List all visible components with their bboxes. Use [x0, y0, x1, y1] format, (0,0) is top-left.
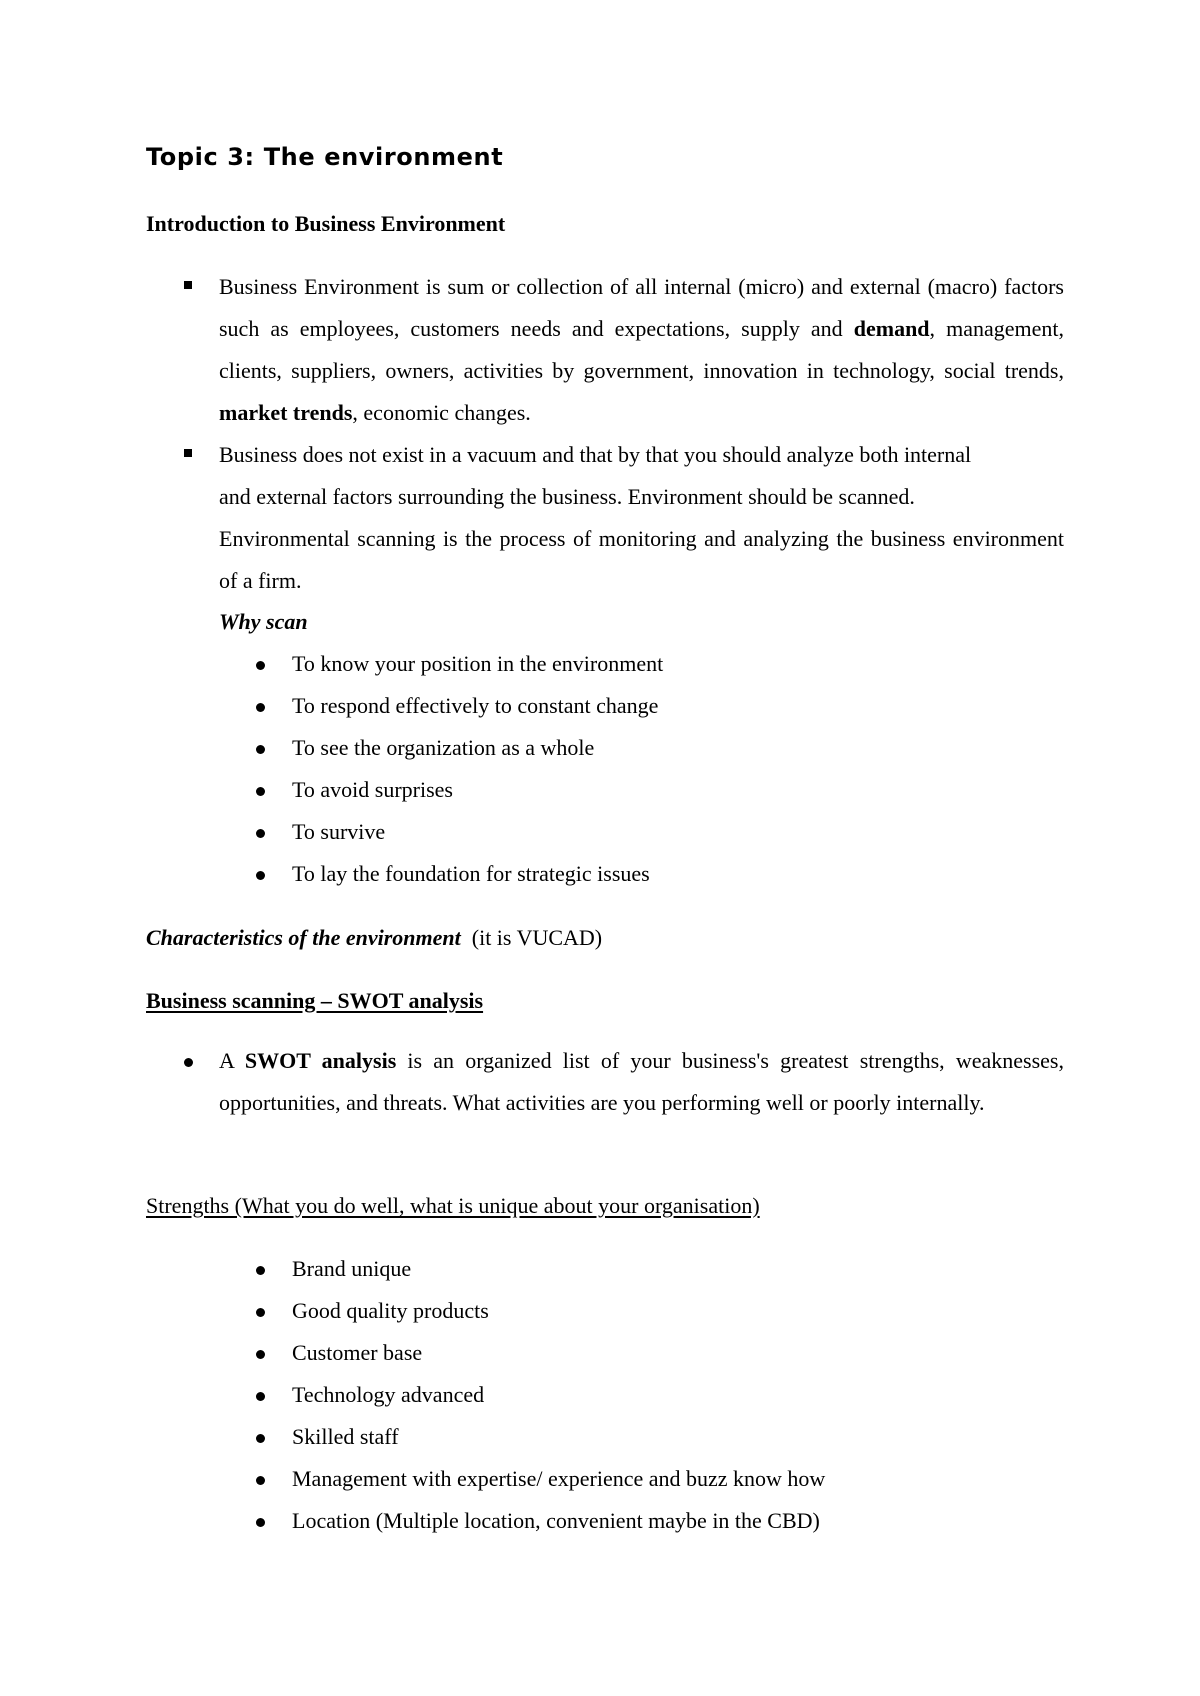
list-item: To lay the foundation for strategic issues — [292, 861, 650, 886]
list-item: Location (Multiple location, convenient maybe in the CBD) — [292, 1508, 820, 1533]
bullet-dot-icon — [256, 745, 265, 754]
list-item: To survive — [292, 819, 386, 844]
swot-bullet — [219, 1040, 1064, 1124]
characteristics-label: Characteristics of the environment — [146, 925, 461, 950]
intro-bullet-1 — [219, 266, 1064, 434]
bullet-dot-icon — [256, 661, 265, 670]
bullet-dot-icon — [256, 1434, 265, 1443]
intro-bullet-1-text-c: , economic changes. — [352, 400, 531, 425]
intro-bullet-1-text-b: , management, clients, suppliers, owners, activities by government, innovation in technology, social trends, — [219, 316, 1065, 383]
swot-bullet-post: is an organized list of your business's greatest strengths, weaknesses, opportunities, and threats. What activities are you performing well or poorly internally. — [219, 1048, 1064, 1115]
intro-bullet-2-line-1: Business does not exist in a vacuum and that by that you should analyze both internal — [219, 442, 972, 467]
swot-heading: Business scanning – SWOT analysis — [146, 988, 484, 1013]
square-bullet-icon — [184, 449, 192, 457]
bullet-dot-icon — [256, 829, 265, 838]
intro-bullet-2 — [219, 434, 1064, 602]
bullet-dot-icon — [256, 1476, 265, 1485]
list-item: To avoid surprises — [292, 777, 453, 802]
bullet-dot-icon — [256, 1518, 265, 1527]
intro-heading: Introduction to Business Environment — [146, 211, 506, 236]
intro-bullet-1-bold-market-trends: market trends — [219, 400, 353, 425]
intro-bullet-2-scanning-definition: Environmental scanning is the process of monitoring and analyzing the business environment of a firm. — [219, 526, 1064, 593]
list-item: To respond effectively to constant change — [292, 693, 659, 718]
list-item: Good quality products — [292, 1298, 489, 1323]
bullet-dot-icon — [184, 1058, 193, 1067]
bullet-dot-icon — [256, 1392, 265, 1401]
bullet-dot-icon — [256, 703, 265, 712]
swot-bullet-bold: SWOT analysis — [244, 1048, 397, 1073]
swot-bullet-pre: A — [219, 1048, 245, 1073]
why-scan-heading: Why scan — [219, 609, 308, 634]
page-title: Topic 3: The environment — [146, 143, 504, 171]
intro-bullet-2-line-2: and external factors surrounding the business. Environment should be scanned. — [219, 484, 915, 509]
list-item: To see the organization as a whole — [292, 735, 595, 760]
bullet-dot-icon — [256, 1350, 265, 1359]
list-item: Customer base — [292, 1340, 423, 1365]
list-item: Management with expertise/ experience and buzz know how — [292, 1466, 826, 1491]
list-item: To know your position in the environment — [292, 651, 664, 676]
list-item: Brand unique — [292, 1256, 412, 1281]
list-item: Technology advanced — [292, 1382, 485, 1407]
bullet-dot-icon — [256, 1266, 265, 1275]
square-bullet-icon — [184, 281, 192, 289]
bullet-dot-icon — [256, 787, 265, 796]
characteristics-line — [146, 925, 602, 951]
list-item: Skilled staff — [292, 1424, 399, 1449]
why-scan-list — [292, 643, 663, 895]
intro-bullet-1-bold-demand: demand — [853, 316, 930, 341]
strengths-heading: Strengths (What you do well, what is unique about your organisation) — [146, 1193, 760, 1218]
bullet-dot-icon — [256, 871, 265, 880]
characteristics-note: (it is VUCAD) — [471, 925, 603, 950]
strengths-list — [292, 1248, 825, 1542]
bullet-dot-icon — [256, 1308, 265, 1317]
intro-bullet-1-text-a: Business Environment is sum or collection of all internal (micro) and external (macro) factors such as employees, customers needs and expectations, supply and — [219, 274, 1064, 341]
